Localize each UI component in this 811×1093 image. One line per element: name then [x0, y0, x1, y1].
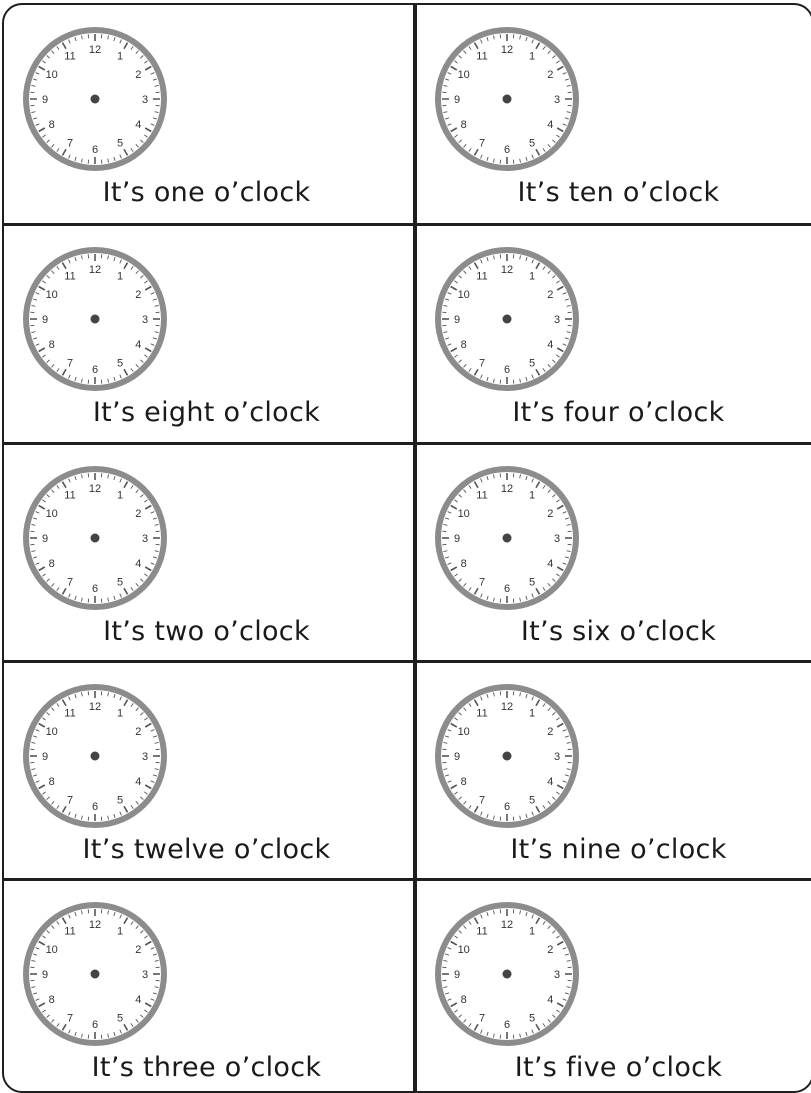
clock-numeral: 2 — [135, 289, 141, 301]
clock-numeral: 9 — [454, 751, 460, 763]
clock-numeral: 6 — [504, 1019, 510, 1031]
clock-numeral: 9 — [454, 533, 460, 545]
clock-numeral: 6 — [92, 1019, 98, 1031]
clock-center-dot — [91, 95, 100, 104]
clock-caption: It’s ten o’clock — [416, 177, 811, 208]
clock-center-dot — [91, 534, 100, 543]
clock-numeral: 1 — [529, 926, 535, 938]
clock-caption: It’s two o’clock — [4, 616, 409, 647]
clock-numeral: 5 — [529, 794, 535, 806]
clock-numeral: 7 — [479, 794, 485, 806]
clock-numeral: 1 — [529, 490, 535, 502]
clock-numeral: 8 — [461, 339, 467, 351]
clock-numeral: 6 — [504, 801, 510, 813]
clock-numeral: 9 — [42, 533, 48, 545]
clock-numeral: 12 — [89, 919, 101, 931]
clock-numeral: 12 — [89, 701, 101, 713]
clock-numeral: 4 — [547, 776, 553, 788]
clock-numeral: 9 — [454, 969, 460, 981]
clock-numeral: 1 — [117, 926, 123, 938]
clock-card — [4, 444, 409, 660]
clock-numeral: 9 — [42, 94, 48, 106]
clock-numeral: 10 — [458, 69, 470, 81]
clock-card — [4, 662, 409, 878]
clock-numeral: 7 — [67, 794, 73, 806]
clock-numeral: 7 — [67, 137, 73, 149]
clock-numeral: 11 — [64, 926, 75, 938]
clock-numeral: 8 — [461, 119, 467, 131]
clock-numeral: 9 — [42, 751, 48, 763]
clock-caption: It’s eight o’clock — [4, 397, 409, 428]
clock-numeral: 4 — [135, 776, 141, 788]
clock-card — [4, 880, 409, 1093]
clock-center-dot — [503, 970, 512, 979]
clock-caption: It’s one o’clock — [4, 177, 409, 208]
clock-card — [416, 5, 811, 221]
clock-numeral: 7 — [479, 576, 485, 588]
clock-numeral: 3 — [554, 314, 560, 326]
clock-numeral: 1 — [117, 51, 123, 63]
clock-card — [4, 225, 409, 441]
clock-numeral: 8 — [49, 339, 55, 351]
clock-numeral: 12 — [501, 919, 513, 931]
clock-numeral: 11 — [64, 490, 75, 502]
clock-numeral: 12 — [89, 44, 101, 56]
clock-numeral: 4 — [135, 558, 141, 570]
clock-numeral: 6 — [92, 801, 98, 813]
clock-face-icon — [431, 23, 583, 175]
clock-caption: It’s nine o’clock — [416, 834, 811, 865]
clock-numeral: 10 — [458, 944, 470, 956]
clock-numeral: 2 — [135, 508, 141, 520]
clock-numeral: 5 — [117, 357, 123, 369]
clock-numeral: 6 — [504, 583, 510, 595]
clock-numeral: 4 — [547, 339, 553, 351]
clock-numeral: 8 — [49, 776, 55, 788]
clock-card — [416, 880, 811, 1093]
clock-center-dot — [91, 970, 100, 979]
clock-numeral: 5 — [529, 1012, 535, 1024]
clock-numeral: 12 — [89, 483, 101, 495]
clock-face-icon — [19, 243, 171, 395]
clock-caption: It’s four o’clock — [416, 397, 811, 428]
clock-caption: It’s three o’clock — [4, 1052, 409, 1083]
clock-numeral: 4 — [547, 558, 553, 570]
clock-numeral: 2 — [547, 289, 553, 301]
clock-numeral: 3 — [142, 94, 148, 106]
clock-numeral: 9 — [42, 969, 48, 981]
clock-numeral: 2 — [547, 726, 553, 738]
clock-numeral: 1 — [529, 271, 535, 283]
clock-numeral: 11 — [64, 51, 75, 63]
clock-numeral: 11 — [476, 708, 487, 720]
clock-numeral: 8 — [461, 994, 467, 1006]
clock-center-dot — [91, 315, 100, 324]
clock-numeral: 9 — [42, 314, 48, 326]
clock-numeral: 12 — [501, 483, 513, 495]
clock-numeral: 10 — [46, 944, 58, 956]
clock-numeral: 4 — [135, 994, 141, 1006]
clock-numeral: 8 — [461, 558, 467, 570]
clock-numeral: 3 — [142, 969, 148, 981]
clock-numeral: 7 — [67, 1012, 73, 1024]
clock-numeral: 2 — [135, 726, 141, 738]
clock-numeral: 8 — [461, 776, 467, 788]
clock-numeral: 3 — [142, 533, 148, 545]
clock-numeral: 5 — [117, 1012, 123, 1024]
clock-numeral: 6 — [504, 144, 510, 156]
clock-numeral: 2 — [547, 944, 553, 956]
clock-numeral: 1 — [117, 708, 123, 720]
clock-numeral: 1 — [117, 490, 123, 502]
clock-numeral: 5 — [117, 794, 123, 806]
clock-face-icon — [19, 23, 171, 175]
clock-numeral: 7 — [479, 137, 485, 149]
clock-center-dot — [91, 752, 100, 761]
clock-numeral: 11 — [476, 490, 487, 502]
clock-numeral: 3 — [554, 969, 560, 981]
clock-numeral: 2 — [135, 944, 141, 956]
clock-card — [416, 662, 811, 878]
clock-numeral: 6 — [504, 364, 510, 376]
clock-caption: It’s twelve o’clock — [4, 834, 409, 865]
clock-numeral: 7 — [67, 576, 73, 588]
clock-face-icon — [19, 462, 171, 614]
clock-caption: It’s five o’clock — [416, 1052, 811, 1083]
clock-numeral: 12 — [501, 701, 513, 713]
clock-numeral: 2 — [547, 508, 553, 520]
clock-card — [416, 444, 811, 660]
clock-numeral: 7 — [67, 357, 73, 369]
clock-numeral: 5 — [529, 137, 535, 149]
clock-numeral: 5 — [117, 137, 123, 149]
clock-face-icon — [19, 680, 171, 832]
clock-numeral: 5 — [117, 576, 123, 588]
clock-numeral: 11 — [476, 271, 487, 283]
clock-center-dot — [503, 534, 512, 543]
clock-caption: It’s six o’clock — [416, 616, 811, 647]
clock-numeral: 11 — [64, 708, 75, 720]
clock-face-icon — [19, 898, 171, 1050]
clock-numeral: 2 — [547, 69, 553, 81]
clock-numeral: 3 — [554, 533, 560, 545]
clock-numeral: 7 — [479, 357, 485, 369]
worksheet — [2, 3, 811, 1093]
clock-card — [416, 225, 811, 441]
clock-numeral: 9 — [454, 94, 460, 106]
clock-numeral: 3 — [554, 751, 560, 763]
clock-numeral: 12 — [89, 264, 101, 276]
clock-face-icon — [431, 462, 583, 614]
clock-numeral: 1 — [529, 708, 535, 720]
clock-numeral: 12 — [501, 264, 513, 276]
clock-numeral: 8 — [49, 119, 55, 131]
clock-numeral: 10 — [46, 508, 58, 520]
clock-numeral: 12 — [501, 44, 513, 56]
clock-numeral: 3 — [554, 94, 560, 106]
clock-center-dot — [503, 752, 512, 761]
clock-numeral: 11 — [476, 51, 487, 63]
clock-numeral: 4 — [547, 994, 553, 1006]
clock-numeral: 2 — [135, 69, 141, 81]
clock-face-icon — [431, 243, 583, 395]
clock-numeral: 6 — [92, 583, 98, 595]
clock-numeral: 10 — [46, 726, 58, 738]
clock-numeral: 1 — [117, 271, 123, 283]
clock-numeral: 7 — [479, 1012, 485, 1024]
clock-face-icon — [431, 898, 583, 1050]
clock-numeral: 10 — [46, 289, 58, 301]
clock-numeral: 8 — [49, 994, 55, 1006]
clock-center-dot — [503, 315, 512, 324]
clock-numeral: 6 — [92, 364, 98, 376]
clock-numeral: 10 — [458, 289, 470, 301]
clock-numeral: 6 — [92, 144, 98, 156]
clock-numeral: 10 — [46, 69, 58, 81]
clock-numeral: 8 — [49, 558, 55, 570]
clock-numeral: 10 — [458, 508, 470, 520]
clock-numeral: 4 — [135, 119, 141, 131]
clock-numeral: 11 — [476, 926, 487, 938]
clock-numeral: 5 — [529, 576, 535, 588]
clock-numeral: 11 — [64, 271, 75, 283]
clock-face-icon — [431, 680, 583, 832]
clock-numeral: 3 — [142, 314, 148, 326]
clock-numeral: 10 — [458, 726, 470, 738]
clock-card — [4, 5, 409, 221]
clock-numeral: 9 — [454, 314, 460, 326]
clock-numeral: 4 — [547, 119, 553, 131]
clock-numeral: 5 — [529, 357, 535, 369]
clock-numeral: 3 — [142, 751, 148, 763]
clock-numeral: 4 — [135, 339, 141, 351]
clock-center-dot — [503, 95, 512, 104]
clock-numeral: 1 — [529, 51, 535, 63]
